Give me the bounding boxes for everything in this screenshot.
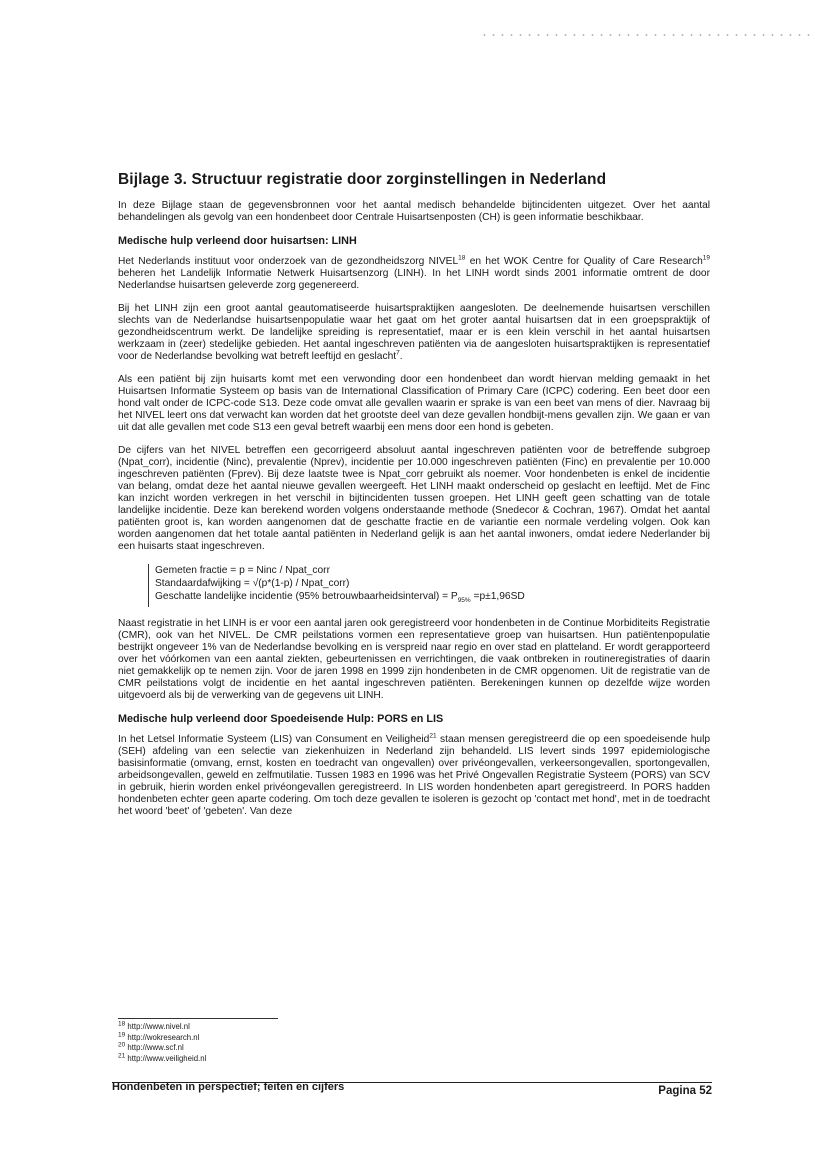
footnote-item — [118, 1043, 418, 1054]
formula-national-incidence — [155, 590, 710, 607]
formula-standard-deviation: Standaardafwijking = √(p*(1-p) / Npat_corr) — [155, 578, 350, 589]
linh-p1-text-c: beheren het Landelijk Informatie Netwerk Huisartsenzorg (LINH). In het LINH wordt sinds 2001 informatie omtrent de door Nederlandse huisartsen geleverde zorg gegenereerd. — [118, 268, 710, 291]
linh-paragraph-1 — [118, 256, 710, 292]
page-footer — [112, 1082, 712, 1101]
formula-block — [148, 564, 710, 607]
pors-p1-text-a: In het Letsel Informatie Systeem (LIS) van Consument en Veiligheid — [118, 734, 430, 746]
section-heading-pors-lis: Medische hulp verleend door Spoedeisende Hulp: PORS en LIS — [118, 713, 444, 726]
scan-artifact-dots — [480, 34, 810, 36]
linh-p1-text-a: Het Nederlands instituut voor onderzoek van de gezondheidszorg NIVEL — [118, 256, 459, 267]
footnotes — [118, 1022, 418, 1064]
formula-3-subscript: 95% — [457, 597, 471, 605]
footnote-divider — [118, 1018, 278, 1019]
footnote-item — [118, 1051, 418, 1065]
linh-paragraph-5: Naast registratie in het LINH is er voor een aantal jaren ook geregistreerd voor hondenbeten in de Continue Morbiditeits Registratie (CMR), ook van het NIVEL. De CMR peilstations vormen een representatieve groep van huisartsen. Hun patiëntenpopulatie bestrijkt ongeveer 1% van de Nederlandse bevolking en is verspreid naar regio en over stad en platteland. Er wordt gerapporteerd over het vóórkomen van een aantal ziekten, gebeurtenissen en verrichtingen, die vaak ontbreken in routineregistraties of daarin niet gemakkelijk op te nemen zijn. Voor de jaren 1998 en 1999 zijn hondenbeten in de CMR opgenomen. Uit de registratie van de CMR peilstations volgt de incidentie en het aantal ingeschreven patiënten. Berekeningen kunnen op dezelfde wijze worden uitgevoerd als bij de verwerking van de gegevens uit LINH. — [118, 618, 710, 702]
main-content — [118, 171, 710, 829]
linh-paragraph-2 — [118, 303, 710, 363]
footnote-link[interactable]: http://www.nivel.nl — [127, 1022, 190, 1031]
footnote-number: 20 — [118, 1041, 126, 1049]
page-number: Pagina 52 — [658, 1085, 712, 1097]
intro-paragraph: In deze Bijlage staan de gegevensbronnen voor het aantal medisch behandelde bijtincidenten uitgezet. Over het aantal behandelingen als gevolg van een hondenbeet door Centrale Huisartsenposten (CH) is geen informatie beschikbaar. — [118, 200, 710, 223]
footnote-link[interactable]: http://www.scf.nl — [127, 1043, 184, 1052]
footnote-item — [118, 1030, 418, 1044]
footnote-item — [118, 1022, 418, 1033]
linh-p2-text-a: Bij het LINH zijn een groot aantal geautomatiseerde huisartspraktijken aangesloten. De deelnemende huisartsen verschillen slechts van de Nederlandse huisartsenpopulatie waar het gaat om het groter aantal huisartsen dat in een groepspraktijk of gezondheidscentrum werkt. De landelijke spreiding is representatief, maar er is een klein verschil in het aantal huisartsen werkzaam in (zeer) stedelijke gebieden. Het aantal ingeschreven patiënten via de aangesloten huisartspraktijken is representatief voor de Nederlandse bevolking wat betreft leeftijd en geslacht — [118, 303, 710, 362]
footnote-number: 21 — [118, 1051, 126, 1059]
pors-p1-text-b: staan mensen geregistreerd die op een spoedeisende hulp (SEH) afdeling van een selectie van ziekenhuizen in Nederland zijn behandeld. LIS levert sinds 1997 epidemiologische basisinformatie (omvang, ernst, kosten en toedracht van ongevallen) over privéongevallen, verkeersongevallen, sportongevallen, arbeidsongevallen, geweld en zelfmutilatie. Tussen 1983 en 1996 was het Privé Ongevallen Registratie Systeem (PORS) van SCV in gebruik, hierin worden enkel privéongevallen geregistreerd. In LIS worden hondenbeten apart geregistreerd. In PORS hadden hondenbeten echter geen aparte codering. Om toch deze gevallen te isoleren is gezocht op 'contact met hond', met in de toedracht het woord 'beet' of 'gebeten'. Van deze — [118, 734, 710, 818]
footnote-number: 19 — [118, 1030, 126, 1038]
footnote-ref-19: 19 — [702, 254, 710, 262]
footnote-link[interactable]: http://wokresearch.nl — [127, 1032, 200, 1042]
linh-p2-text-b: . — [399, 351, 403, 362]
section-heading-linh: Medische hulp verleend door huisartsen: LINH — [118, 235, 357, 247]
formula-measured-fraction: Gemeten fractie = p = Ninc / Npat_corr — [155, 565, 330, 576]
linh-paragraph-3: Als een patiënt bij zijn huisarts komt met een verwonding door een hondenbeet dan wordt hiervan melding gemaakt in het Huisartsen Informatie Systeem op basis van de International Classification of Primary Care (ICPC) codering. Een beet door een hond valt onder de ICPC-code S13. Deze code omvat alle gevallen waarin er sprake is van een beet van mens of dier. Navraag bij het NIVEL leert ons dat verwacht kan worden dat het grootste deel van deze gevallen hondbijt-mens gevallen zijn. We gaan er van uit dat alle gevallen met code S13 een geval betreft waarbij een mens door een hond is gebeten. — [118, 374, 710, 433]
page-title: Bijlage 3. Structuur registratie door zorginstellingen in Nederland — [118, 171, 607, 188]
footer-document-title: Hondenbeten in perspectief; feiten en cijfers — [112, 1081, 345, 1093]
linh-p1-text-b: en het WOK Centre for Quality of Care Research — [465, 256, 703, 267]
footnote-ref-21: 21 — [429, 732, 437, 740]
footnote-number: 18 — [118, 1020, 126, 1028]
linh-paragraph-4: De cijfers van het NIVEL betreffen een gecorrigeerd absoluut aantal ingeschreven patiënten voor de betreffende subgroep (Npat_corr), incidentie (Ninc), prevalentie (Nprev), incidentie per 10.000 ingeschreven patiënten (Finc) en prevalentie per 10.000 ingeschreven patiënten (Fprev). Bij deze laatste twee is Npat_corr gebruikt als noemer. Voor hondenbeten is enkel de incidentie van belang, omdat deze het aantal nieuwe gevallen weergeeft. Het LINH maakt onderscheid op geslacht en leeftijd. Met de Finc kan inzicht worden verkregen in het verschil in bijtincidenten tussen groepen. Het LINH geeft geen schatting van de totale landelijke incidentie. Deze kan berekend worden volgens onderstaande methode (Snedecor & Cochran, 1967). Omdat het aantal patiënten groot is, kan worden aangenomen dat de geschatte fractie en de variantie een normale verdeling volgen. Ook kan worden aangenomen dat het totale aantal patiënten in Nederland gelijk is aan het aantal inwoners, omdat iedere Nederlander bij een huisarts staat ingeschreven. — [118, 445, 710, 552]
formula-3-text-b: =p±1,96SD — [470, 591, 525, 602]
reference-7: 7 — [396, 349, 400, 357]
formula-3-text-a: Geschatte landelijke incidentie (95% betrouwbaarheidsinterval) = P — [155, 591, 458, 602]
footnote-link[interactable]: http://www.veiligheid.nl — [127, 1053, 207, 1063]
footnote-ref-18: 18 — [458, 254, 466, 262]
pors-paragraph-1 — [118, 734, 710, 818]
